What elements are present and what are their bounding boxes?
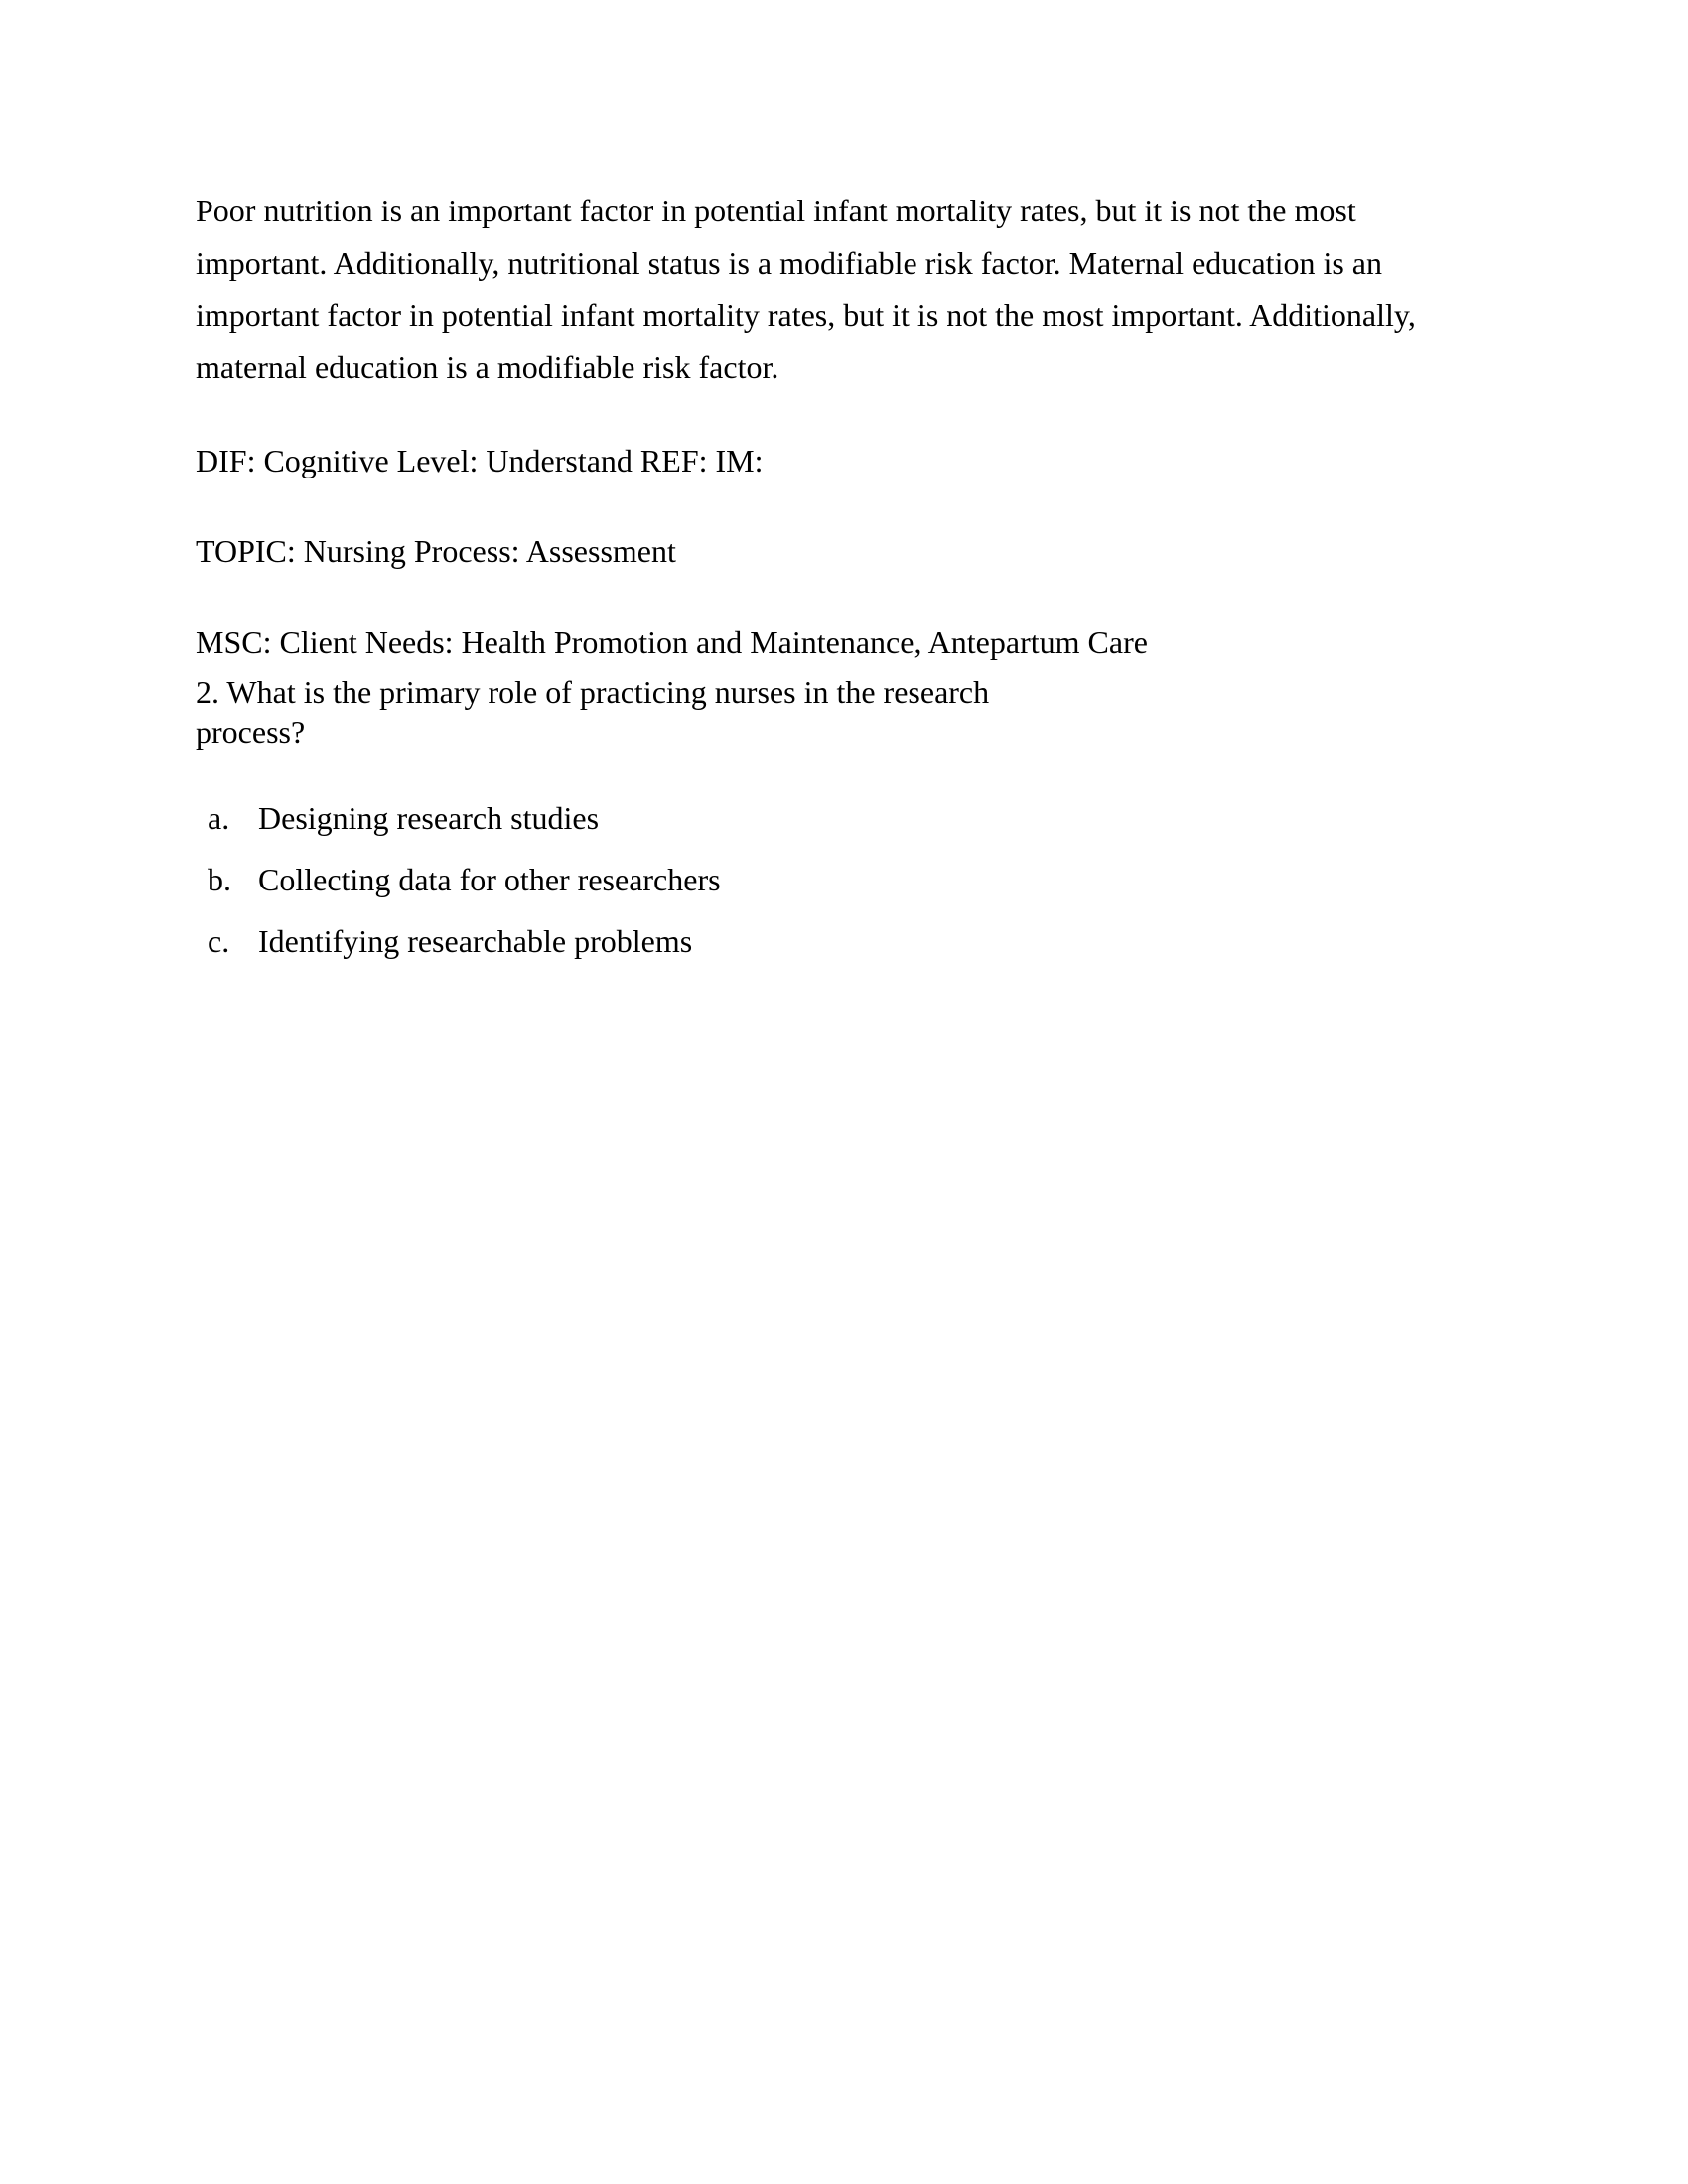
option-text: Designing research studies [258,800,600,836]
question-text: 2. What is the primary role of practicing nurses in the research process? [196,674,990,750]
option-text: Identifying researchable problems [258,923,693,959]
option-c [196,921,721,983]
rationale-paragraph: Poor nutrition is an important factor in potential infant mortality rates, but it is not the most important. Additionally, nutritional status is a modifiable risk factor. Maternal education is an important factor in potential infant mortality rates, but it is not the most important. Additionally, maternal education is a modifiable risk factor. [196,193,1416,385]
option-letter: b. [208,862,231,897]
dif-line: DIF: Cognitive Level: Understand REF: IM: [196,443,764,478]
option-letter: c. [208,923,230,959]
answer-options [196,798,721,983]
option-letter: a. [208,800,230,836]
topic-line: TOPIC: Nursing Process: Assessment [196,533,676,569]
msc-line: MSC: Client Needs: Health Promotion and Maintenance, Antepartum Care [196,624,1148,660]
option-text: Collecting data for other researchers [258,862,721,897]
option-a [196,798,721,860]
option-b [196,860,721,921]
